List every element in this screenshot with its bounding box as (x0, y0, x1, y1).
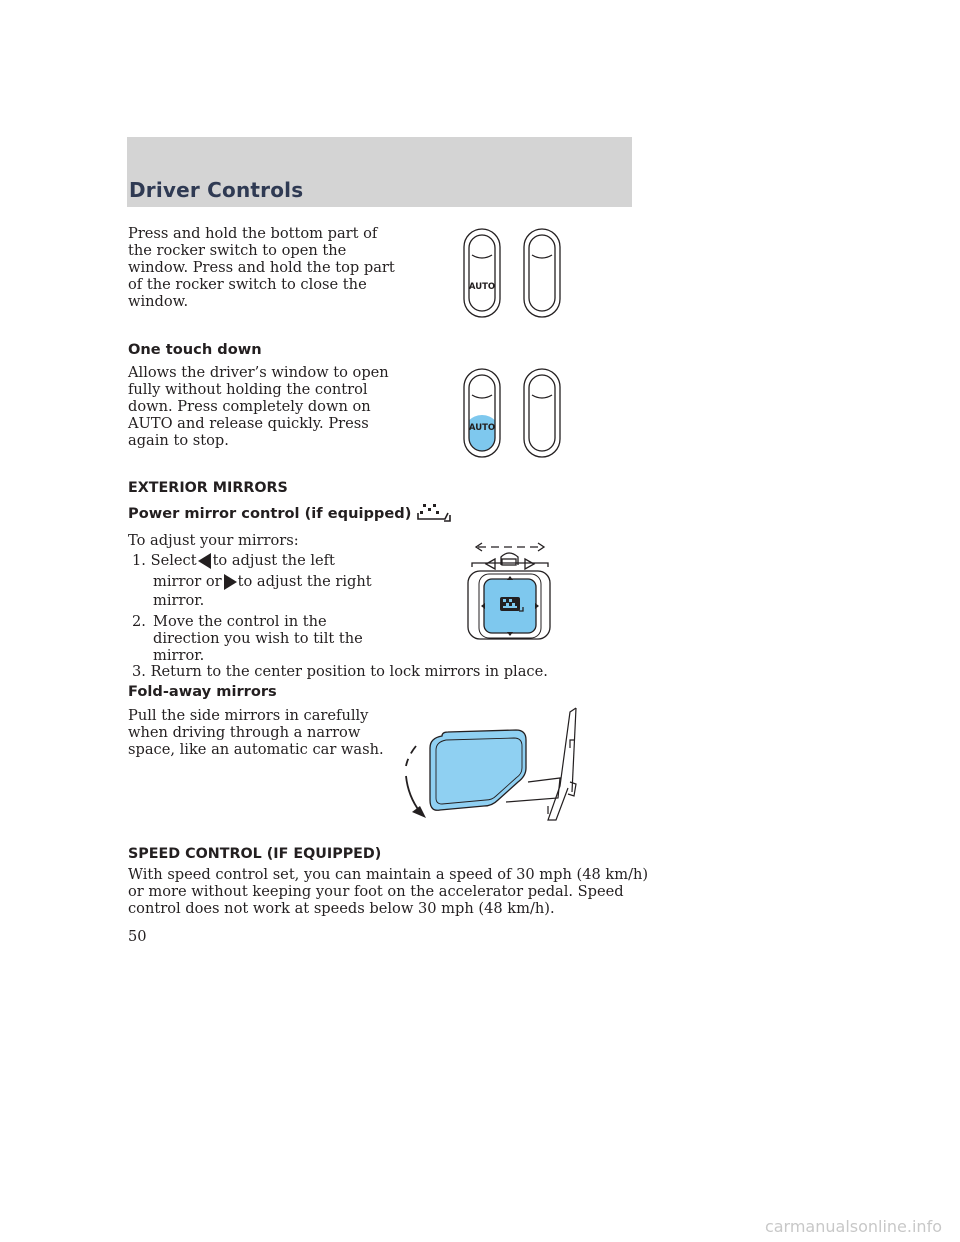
left-arrow-icon (198, 553, 211, 569)
right-arrow-icon (224, 574, 237, 590)
step-3: 3. Return to the center position to lock mirrors in place. (132, 663, 548, 680)
text-line: Move the control in the (153, 613, 327, 630)
speed-control-heading: SPEED CONTROL (IF EQUIPPED) (128, 846, 382, 862)
window-control-paragraph (128, 225, 395, 310)
speed-control-paragraph (128, 866, 648, 917)
step-2-number: 2. (132, 613, 146, 630)
power-mirror-heading-text: Power mirror control (if equipped) (128, 505, 412, 522)
text-line: or more without keeping your foot on the accelerator pedal. Speed (128, 883, 624, 900)
auto-press-highlight (462, 415, 502, 459)
one-touch-switch-illustration (458, 365, 568, 461)
fold-direction-arrow-icon (412, 806, 426, 818)
section-title: Driver Controls (129, 178, 304, 202)
text-line: of the rocker switch to close the (128, 276, 367, 293)
exterior-mirrors-heading: EXTERIOR MIRRORS (128, 480, 288, 496)
page-number: 50 (128, 928, 147, 945)
text-line: when driving through a narrow (128, 724, 361, 741)
step-text: to adjust the right (237, 573, 372, 590)
text-line: the rocker switch to open the (128, 242, 347, 259)
step-text: mirror or (153, 573, 222, 590)
mirror-symbol-icon (417, 503, 451, 525)
text-line: control does not work at speeds below 30 mph (48 km/h). (128, 900, 555, 917)
text-line: mirror. (153, 647, 205, 664)
step-1-end: mirror. (153, 592, 205, 609)
step-2 (153, 613, 363, 664)
text-line: window. (128, 293, 189, 310)
text-line: again to stop. (128, 432, 229, 449)
step-1-cont (153, 573, 372, 590)
one-touch-heading: One touch down (128, 341, 262, 358)
step-text: to adjust the left (212, 552, 335, 569)
text-line: AUTO and release quickly. Press (128, 415, 369, 432)
auto-label: AUTO (468, 423, 496, 433)
one-touch-paragraph (128, 364, 389, 449)
power-mirror-heading (128, 503, 451, 525)
text-line: direction you wish to tilt the (153, 630, 363, 647)
text-line: Press and hold the bottom part of (128, 225, 378, 242)
fold-away-mirror-illustration (398, 702, 582, 824)
footer-watermark[interactable]: carmanualsonline.info (764, 1217, 942, 1236)
step-1 (132, 552, 335, 569)
step-text: Select (150, 552, 197, 569)
mirror-intro: To adjust your mirrors: (128, 532, 299, 549)
text-line: With speed control set, you can maintain a speed of 30 mph (48 km/h) (128, 866, 649, 883)
step-number: 1. (132, 552, 146, 569)
text-line: Pull the side mirrors in carefully (128, 707, 369, 724)
text-line: Allows the driver’s window to open (128, 364, 389, 381)
mirror-control-illustration (464, 527, 556, 643)
auto-label: AUTO (468, 282, 496, 292)
mirror-glass (430, 730, 526, 810)
text-line: fully without holding the control (128, 381, 368, 398)
fold-away-paragraph (128, 707, 384, 758)
fold-away-heading: Fold-away mirrors (128, 683, 277, 700)
text-line: down. Press completely down on (128, 398, 371, 415)
window-switch-illustration (458, 225, 568, 321)
text-line: window. Press and hold the top part (128, 259, 395, 276)
text-line: space, like an automatic car wash. (128, 741, 384, 758)
